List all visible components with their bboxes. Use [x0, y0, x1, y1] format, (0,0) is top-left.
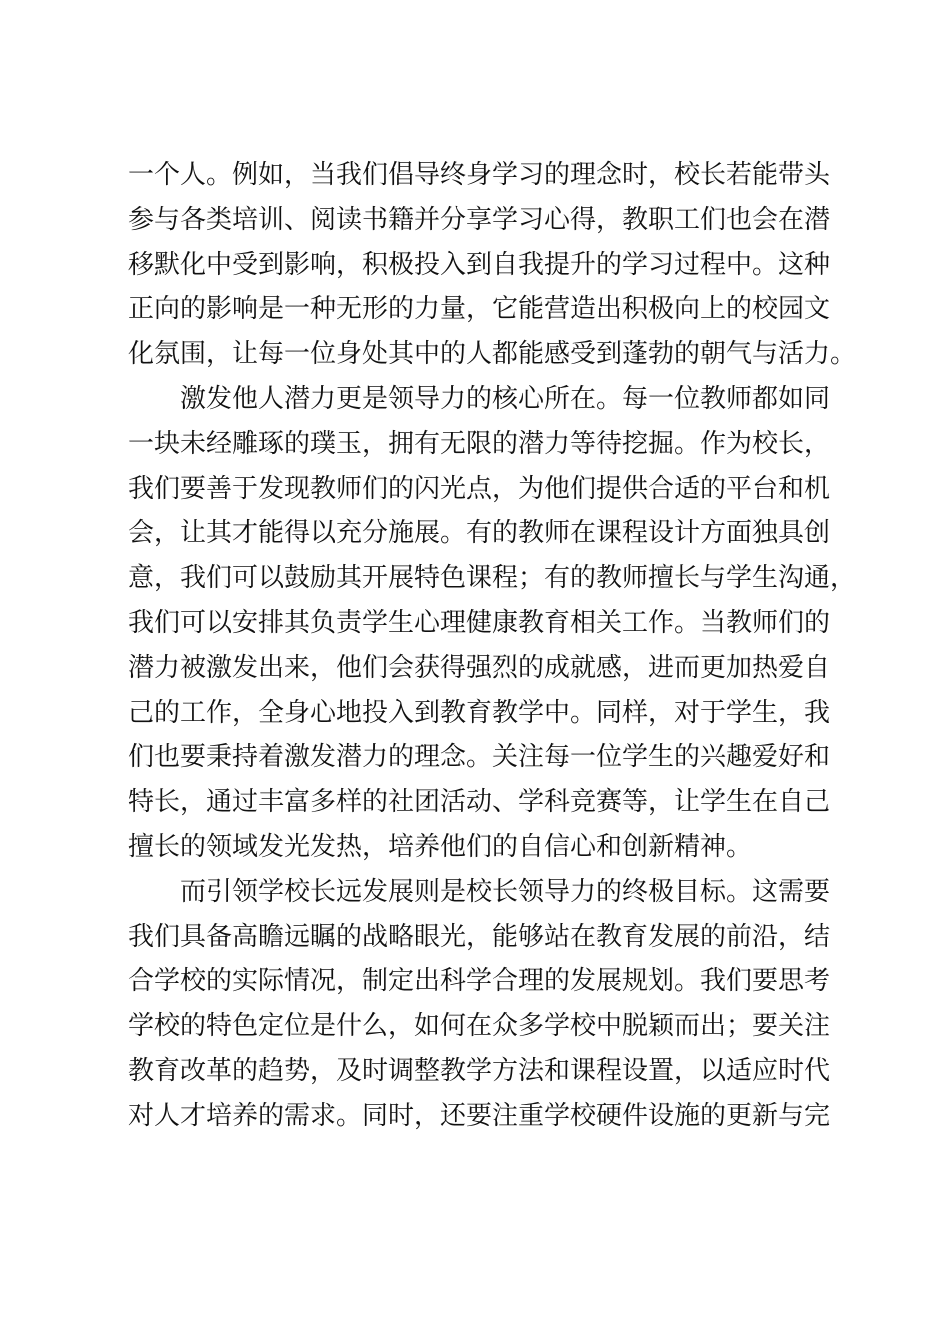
- body-text: [128, 153, 857, 1139]
- text-line: 会，让其才能得以充分施展。有的教师在课程设计方面独具创: [128, 518, 831, 549]
- text-line: 我们可以安排其负责学生心理健康教育相关工作。当教师们的: [128, 607, 831, 638]
- paragraph-3: [128, 870, 840, 1139]
- text-line: 激发他人潜力更是领导力的核心所在。每一位教师都如同: [128, 383, 831, 414]
- text-line: 一块未经雕琢的璞玉，拥有无限的潜力等待挖掘。作为校长，: [128, 428, 831, 459]
- text-line: 一个人。例如，当我们倡导终身学习的理念时，校长若能带头: [128, 160, 831, 190]
- text-line: 移默化中受到影响，积极投入到自我提升的学习过程中。这种: [128, 249, 831, 280]
- text-line: 学校的特色定位是什么，如何在众多学校中脱颖而出；要关注: [128, 1011, 831, 1042]
- text-line: 对人才培养的需求。同时，还要注重学校硬件设施的更新与完: [128, 1100, 831, 1131]
- text-line: 参与各类培训、阅读书籍并分享学习心得，教职工们也会在潜: [128, 204, 831, 235]
- text-line: 而引领学校长远发展则是校长领导力的终极目标。这需要: [128, 876, 831, 907]
- text-line: 们也要秉持着激发潜力的理念。关注每一位学生的兴趣爱好和: [128, 742, 831, 773]
- text-line: 合学校的实际情况，制定出科学合理的发展规划。我们要思考: [128, 966, 831, 997]
- text-line: 擅长的领域发光发热，培养他们的自信心和创新精神。: [128, 831, 753, 862]
- text-line: 我们要善于发现教师们的闪光点，为他们提供合适的平台和机: [128, 473, 831, 504]
- paragraph-1: [128, 153, 857, 377]
- text-line: 教育改革的趋势，及时调整教学方法和课程设置，以适应时代: [128, 1055, 831, 1086]
- text-line: 潜力被激发出来，他们会获得强烈的成就感，进而更加热爱自: [128, 652, 831, 683]
- text-line: 我们具备高瞻远瞩的战略眼光，能够站在教育发展的前沿，结: [128, 921, 831, 952]
- text-line: 正向的影响是一种无形的力量，它能营造出积极向上的校园文: [128, 294, 831, 325]
- paragraph-2: [128, 377, 857, 870]
- text-line: 意，我们可以鼓励其开展特色课程；有的教师擅长与学生沟通，: [128, 563, 857, 594]
- text-line: 己的工作，全身心地投入到教育教学中。同样，对于学生，我: [128, 697, 831, 728]
- text-line: 特长，通过丰富多样的社团活动、学科竞赛等，让学生在自己: [128, 787, 831, 818]
- text-line: 化氛围，让每一位身处其中的人都能感受到蓬勃的朝气与活力。: [128, 339, 857, 370]
